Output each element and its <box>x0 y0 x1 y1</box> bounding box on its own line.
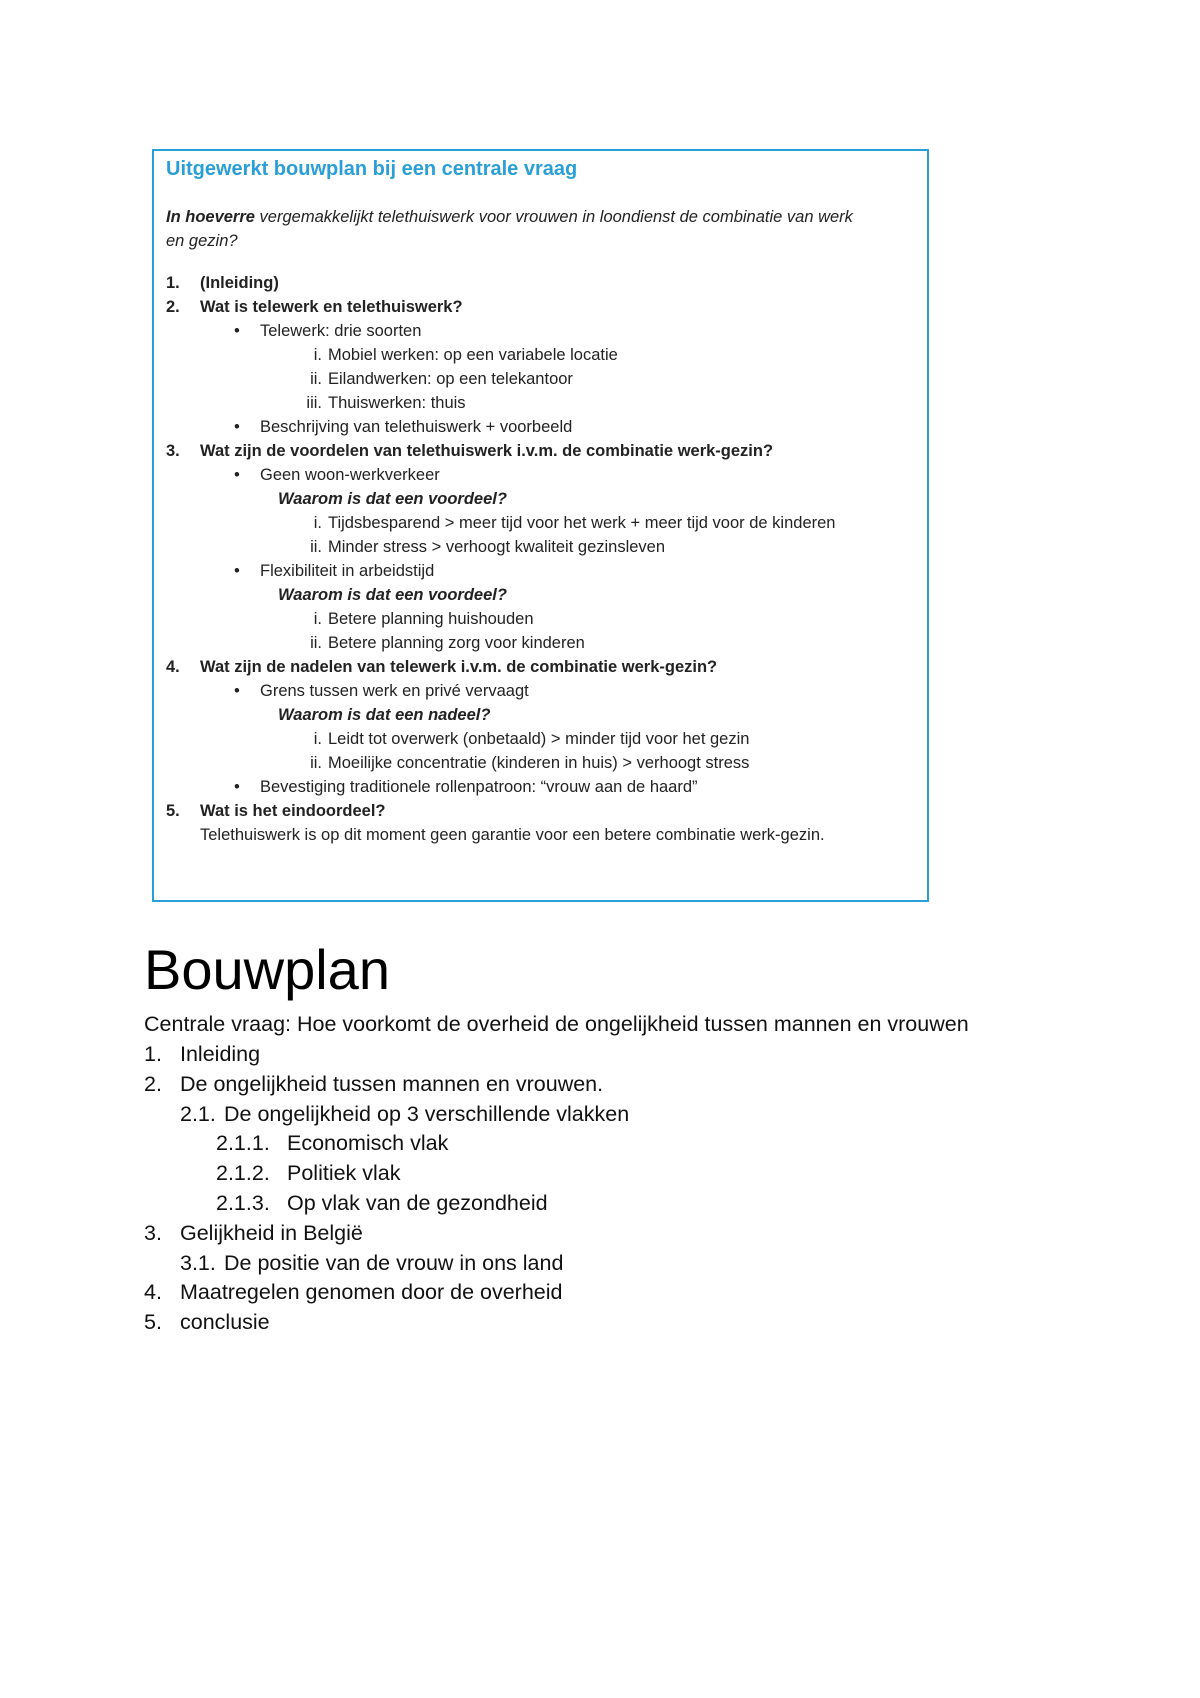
example-question <box>166 207 853 227</box>
outline-item-number: 2.1.1. <box>216 1131 270 1156</box>
outline-item-text: Op vlak van de gezondheid <box>287 1191 548 1215</box>
outline-item-text: Gelijkheid in België <box>180 1220 363 1245</box>
example-item-text: Moeilijke concentratie (kinderen in huis) > verhoogt stress <box>328 754 750 772</box>
example-item-number: ii. <box>310 538 322 556</box>
example-question-bold: In hoeverre <box>166 208 255 226</box>
outline-item-text: conclusie <box>180 1310 270 1335</box>
example-item-number: 3. <box>166 442 180 460</box>
example-item-number: i. <box>313 514 322 532</box>
example-item-number: • <box>234 562 240 580</box>
outline-item-number: 3. <box>144 1220 162 1245</box>
outline-item-text: Economisch vlak <box>287 1131 449 1156</box>
example-item-text: Waarom is dat een voordeel? <box>278 490 507 508</box>
example-bouwplan-box <box>152 149 929 902</box>
example-item-number: ii. <box>310 754 322 772</box>
example-item-text: Grens tussen werk en privé vervaagt <box>260 682 529 700</box>
central-question: Centrale vraag: Hoe voorkomt de overheid de ongelijkheid tussen mannen en vrouwen <box>144 1012 969 1036</box>
outline-item-number: 4. <box>144 1280 162 1305</box>
example-item-number: 1. <box>166 274 180 292</box>
example-item-number: i. <box>313 346 322 364</box>
example-item-text: Betere planning huishouden <box>328 610 534 628</box>
outline-item-text: De ongelijkheid op 3 verschillende vlakken <box>224 1101 630 1126</box>
outline-item-number: 1. <box>144 1042 162 1066</box>
example-item-number: i. <box>313 730 322 748</box>
example-item-text: Waarom is dat een voordeel? <box>278 586 507 604</box>
outline-item-number: 2.1. <box>180 1101 216 1126</box>
outline-item-number: 2.1.2. <box>216 1161 270 1186</box>
outline-item-text: Inleiding <box>180 1042 261 1066</box>
example-item-number: 4. <box>166 658 180 676</box>
example-item-number: 2. <box>166 298 180 316</box>
example-item-text: Telewerk: drie soorten <box>260 322 422 340</box>
example-item-number: • <box>234 682 240 700</box>
example-item-text: Wat is telewerk en telethuiswerk? <box>200 298 463 316</box>
page-heading: Bouwplan <box>144 938 390 1001</box>
outline-item-text: Politiek vlak <box>287 1161 401 1186</box>
example-item-text: Telethuiswerk is op dit moment geen garantie voor een betere combinatie werk-gezin. <box>200 826 825 844</box>
example-item-text: Geen woon-werkverkeer <box>260 466 440 484</box>
example-item-number: ii. <box>310 634 322 652</box>
example-item-text: Wat zijn de voordelen van telethuiswerk i.v.m. de combinatie werk-gezin? <box>200 442 774 460</box>
example-item-number: iii. <box>306 394 322 412</box>
example-item-text: Mobiel werken: op een variabele locatie <box>328 346 618 364</box>
example-item-text: Bevestiging traditionele rollenpatroon: “vrouw aan de haard” <box>260 778 698 796</box>
outline-item-text: Maatregelen genomen door de overheid <box>180 1280 563 1305</box>
outline-item-text: De positie van de vrouw in ons land <box>224 1250 564 1275</box>
example-question-rest: vergemakkelijkt telethuiswerk voor vrouwen in loondienst de combinatie van werk <box>254 208 853 226</box>
example-item-text: Flexibiliteit in arbeidstijd <box>260 562 435 580</box>
example-item-text: Minder stress > verhoogt kwaliteit gezinsleven <box>328 538 666 556</box>
outline-item-number: 2. <box>144 1071 162 1096</box>
example-item-text: Waarom is dat een nadeel? <box>278 706 491 724</box>
example-item-text: Thuiswerken: thuis <box>328 394 466 412</box>
example-question-line2: en gezin? <box>166 232 238 250</box>
example-item-number: • <box>234 466 240 484</box>
example-item-text: Tijdsbesparend > meer tijd voor het werk + meer tijd voor de kinderen <box>328 514 836 532</box>
outline-item-text: De ongelijkheid tussen mannen en vrouwen. <box>180 1071 604 1096</box>
outline-item-number: 3.1. <box>180 1250 216 1275</box>
example-item-number: • <box>234 418 240 436</box>
example-item-text: Beschrijving van telethuiswerk + voorbeeld <box>260 418 573 436</box>
example-item-text: Eilandwerken: op een telekantoor <box>328 370 573 388</box>
outline-item-number: 5. <box>144 1310 162 1335</box>
example-item-text: Leidt tot overwerk (onbetaald) > minder tijd voor het gezin <box>328 730 750 748</box>
example-item-number: • <box>234 322 240 340</box>
example-item-text: Wat zijn de nadelen van telewerk i.v.m. de combinatie werk-gezin? <box>200 658 718 676</box>
example-item-number: i. <box>313 610 322 628</box>
example-item-number: 5. <box>166 802 180 820</box>
example-item-text: (Inleiding) <box>200 274 279 292</box>
outline-item-number: 2.1.3. <box>216 1191 270 1215</box>
example-title: Uitgewerkt bouwplan bij een centrale vraag <box>166 158 578 180</box>
example-item-text: Betere planning zorg voor kinderen <box>328 634 585 652</box>
example-item-number: • <box>234 778 240 796</box>
example-item-text: Wat is het eindoordeel? <box>200 802 386 820</box>
example-item-number: ii. <box>310 370 322 388</box>
